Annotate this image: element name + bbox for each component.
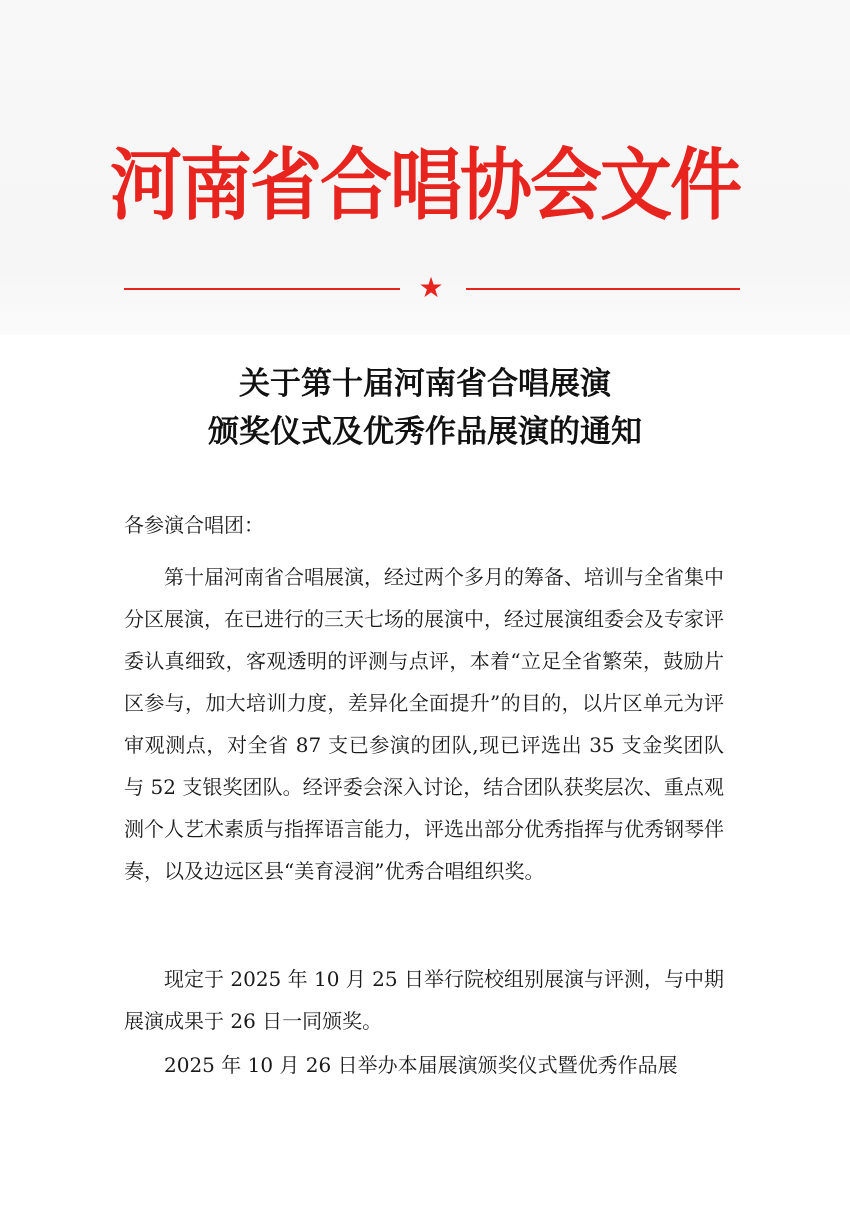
salutation: 各参演合唱团：: [124, 513, 264, 537]
document-title-line-1: 关于第十届河南省合唱展演: [239, 366, 611, 402]
star-icon: ★: [418, 271, 444, 304]
document-title-line-2: 颁奖仪式及优秀作品展演的通知: [208, 414, 642, 450]
letterhead-title: 河南省合唱协会文件: [109, 138, 740, 231]
letterhead-rule-left: [124, 288, 400, 290]
body-paragraph-3: 2025 年 10 月 26 日举办本届展演颁奖仪式暨优秀作品展: [164, 1053, 678, 1077]
body-paragraph-2: 现定于 2025 年 10 月 25 日举行院校组别展演与评测，与中期展演成果于 26 日一同颁奖。: [124, 967, 724, 1033]
body-paragraph-1: 第十届河南省合唱展演，经过两个多月的筹备、培训与全省集中分区展演，在已进行的三天七场的展演中，经过展演组委会及专家评委认真细致，客观透明的评测与点评，本着“立足全省繁荣，鼓励片区参与，加大培训力度，差异化全面提升”的目的，以片区单元为评审观测点，对全省 87 支已参演的团队,现已评选出 35 支金奖团队与 52 支银奖团队。经评委会深入讨论，结合团队获奖层次、重点观测个人艺术素质与指挥语言能力，评选出部分优秀指挥与优秀钢琴伴奏，以及边远区县“美育浸润”优秀合唱组织奖。: [124, 565, 724, 883]
letterhead-rule-right: [466, 288, 740, 290]
